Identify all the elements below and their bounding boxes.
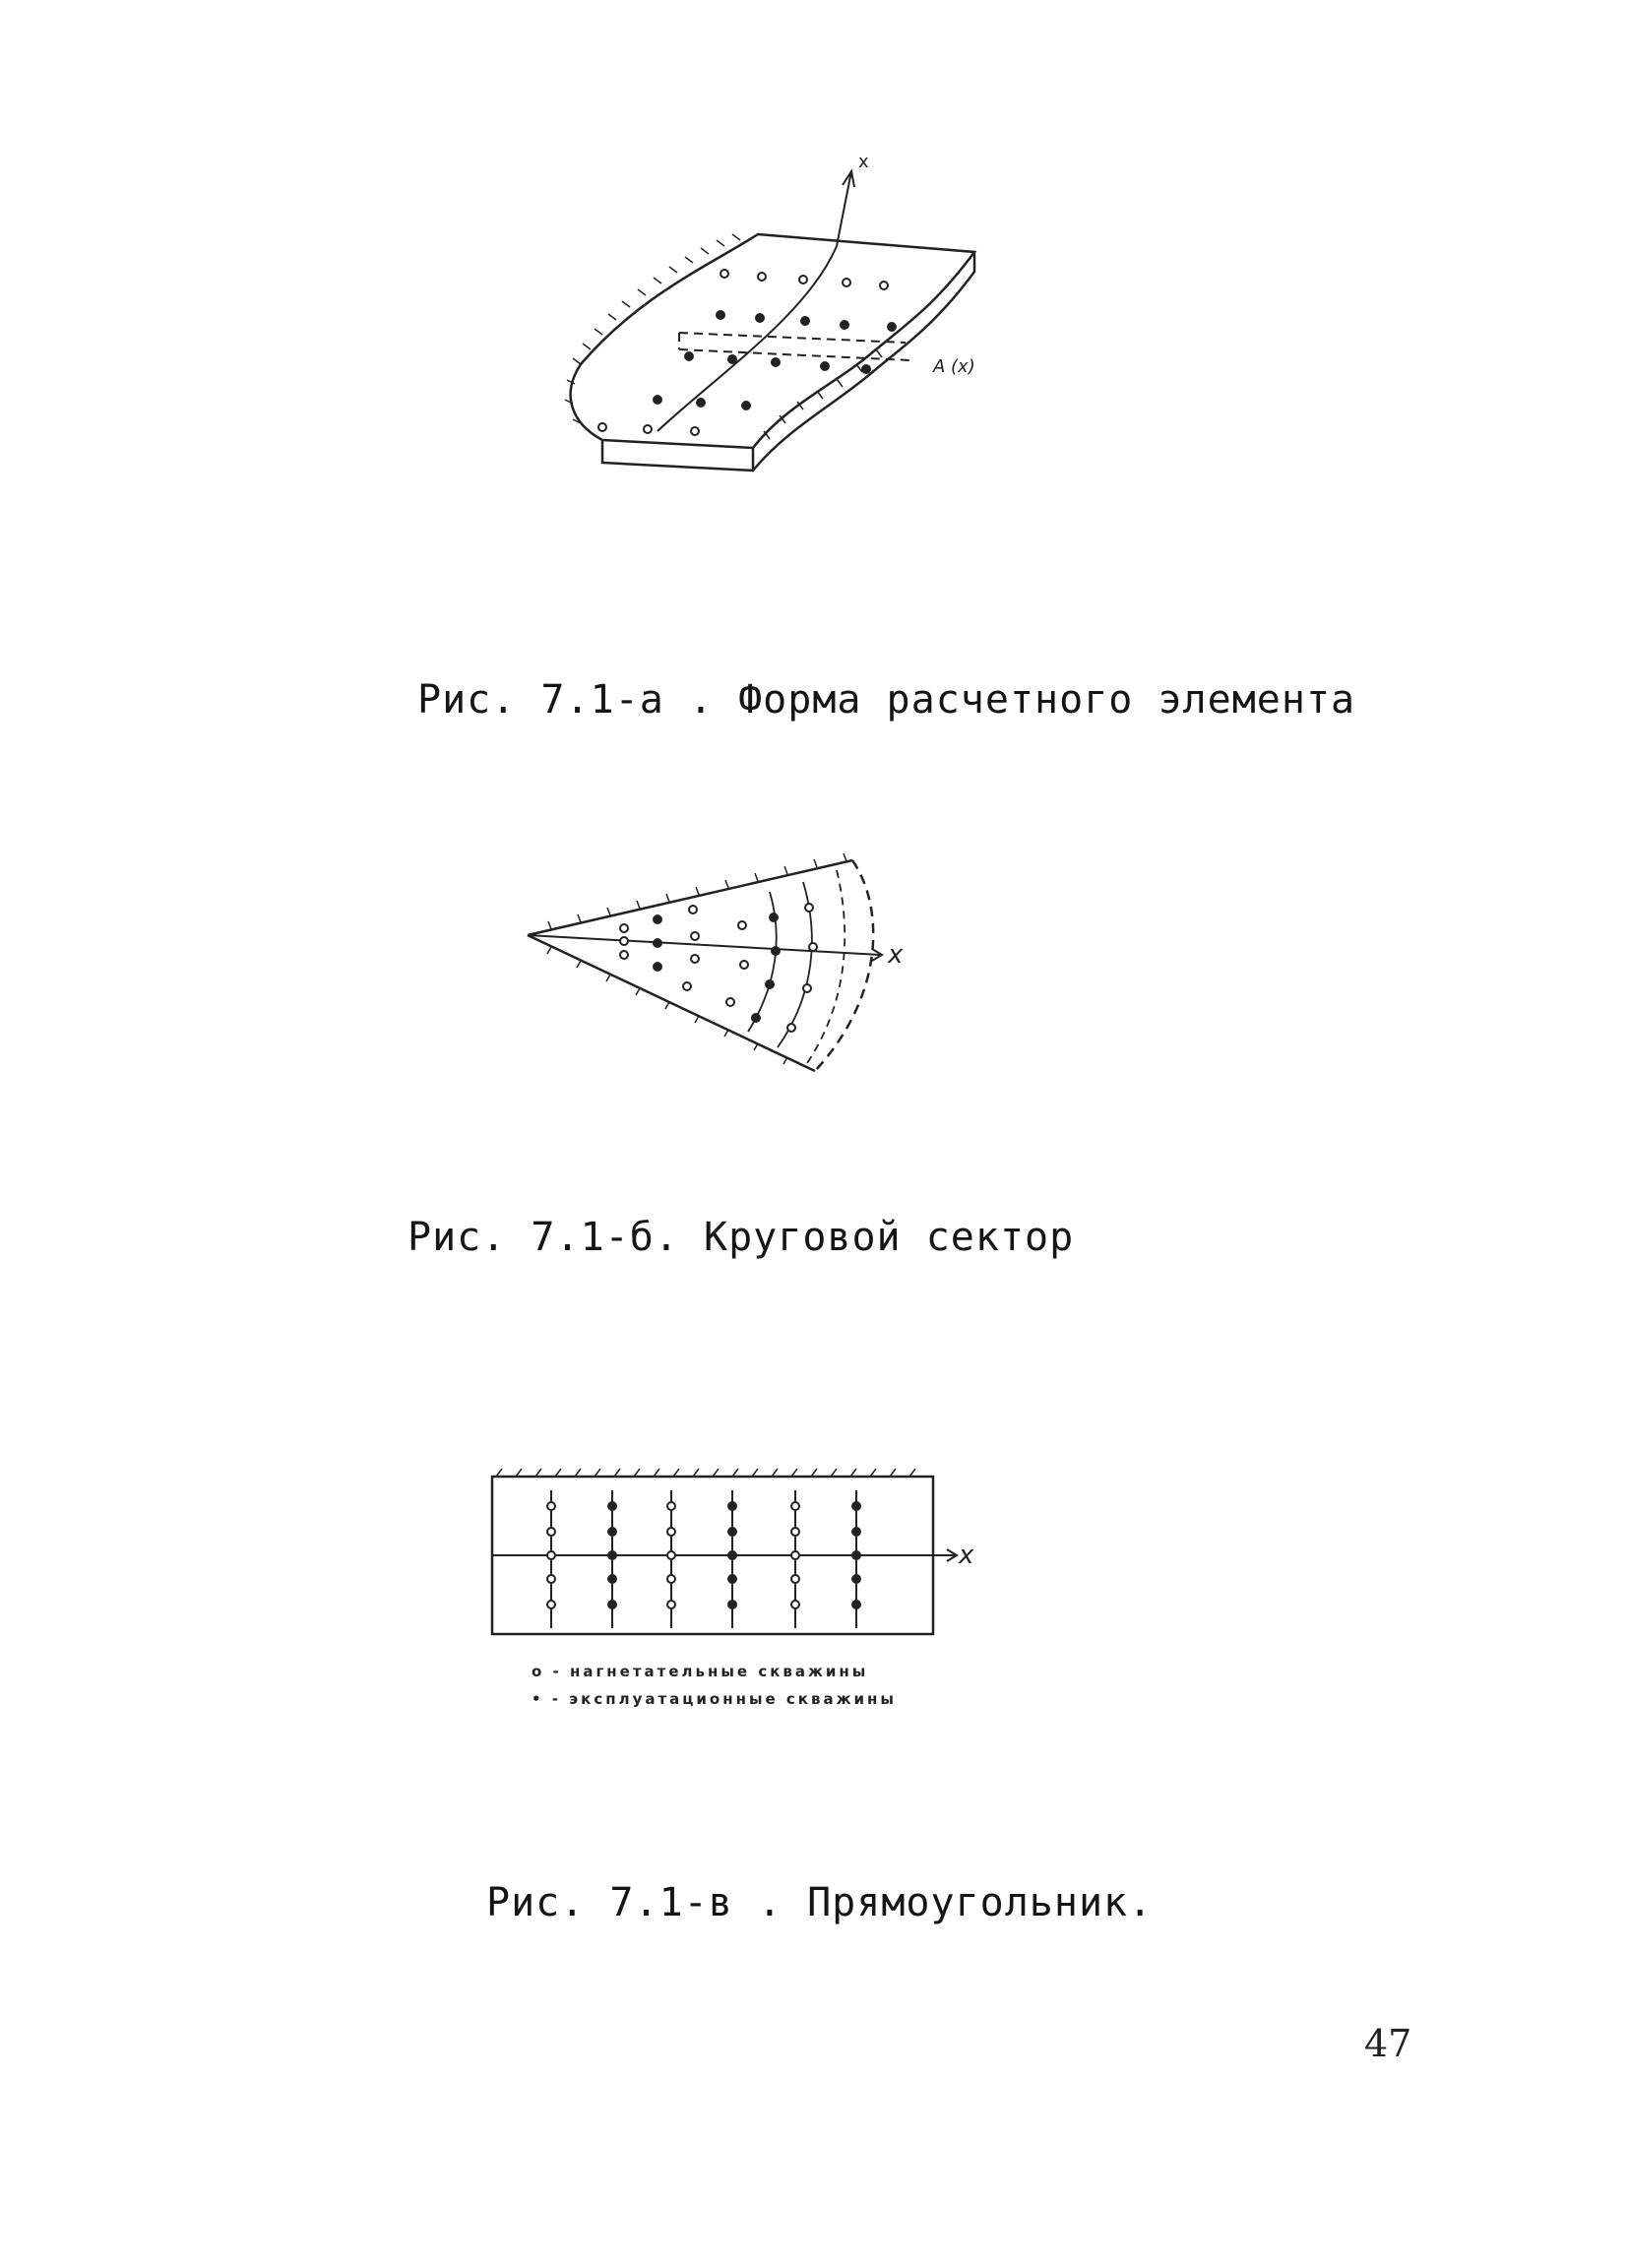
well-legend: [532, 1658, 897, 1713]
legend-injection-wells: о - нагнетательные скважины: [532, 1663, 869, 1680]
page-number: 47: [1364, 2022, 1412, 2065]
injection-well-marker: [691, 932, 699, 940]
injection-well-marker: [799, 276, 807, 284]
injection-well-marker: [667, 1502, 675, 1510]
injection-well-marker: [880, 282, 888, 289]
production-well-marker: [862, 365, 870, 373]
figure-caption-7-1-b: Рис. 7.1-б. Круговой сектор: [407, 1215, 1075, 1260]
injection-well-marker: [683, 982, 691, 990]
injection-well-marker: [547, 1575, 555, 1583]
injection-well-marker: [667, 1551, 675, 1559]
figure-rectangle: [488, 1461, 1020, 1658]
injection-well-marker: [738, 921, 746, 929]
production-well-marker: [852, 1502, 860, 1510]
point-label-a-x: A (x): [933, 356, 975, 377]
production-well-marker: [717, 311, 724, 319]
well-row-lines: [551, 1490, 856, 1628]
figure-circular-sector: [512, 827, 984, 1083]
injection-well-marker: [620, 924, 628, 932]
production-well-marker: [852, 1551, 860, 1559]
injection-well-marker: [547, 1528, 555, 1536]
production-well-marker: [654, 915, 661, 923]
production-well-marker: [841, 321, 848, 329]
injection-well-marker: [667, 1601, 675, 1608]
production-well-marker: [821, 362, 829, 370]
production-well-marker: [770, 914, 778, 921]
axis-label-x: x: [858, 152, 869, 172]
production-well-marker: [728, 355, 736, 363]
injection-well-marker: [667, 1575, 675, 1583]
injection-well-marker: [805, 904, 813, 912]
x-axis-curve: [657, 171, 851, 431]
production-well-marker: [772, 947, 780, 955]
figure-caption-7-1-a: Рис. 7.1-а . Форма расчетного элемента: [417, 677, 1356, 723]
figure-calculation-element: [551, 152, 1024, 551]
production-well-marker: [608, 1551, 616, 1559]
slab-top-face: [571, 234, 974, 448]
sector-upper-edge: [528, 860, 852, 935]
production-well-marker: [654, 396, 661, 404]
production-well-marker: [608, 1575, 616, 1583]
injection-well-marker: [691, 955, 699, 963]
production-well-marker: [742, 402, 750, 410]
injection-well-marker: [791, 1551, 799, 1559]
injection-well-marker: [547, 1551, 555, 1559]
injection-well-marker: [598, 423, 606, 431]
injection-well-marker: [803, 984, 811, 992]
production-well-marker: [654, 963, 661, 971]
injection-well-marker: [667, 1528, 675, 1536]
production-well-marker: [728, 1551, 736, 1559]
circular-sector-drawing: [512, 827, 984, 1083]
injection-well-marker: [726, 998, 734, 1006]
sector-outer-arc: [815, 860, 873, 1071]
well-row-arc: [807, 870, 845, 1063]
injection-well-marker: [791, 1502, 799, 1510]
production-well-marker: [728, 1528, 736, 1536]
production-well-marker: [654, 939, 661, 947]
injection-well-marker: [720, 270, 728, 278]
left-boundary-hatching: [565, 234, 740, 423]
legend-production-wells: • - эксплуатационные скважины: [532, 1690, 897, 1708]
injection-well-marker: [547, 1502, 555, 1510]
production-well-marker: [852, 1528, 860, 1536]
production-well-marker: [772, 358, 780, 366]
injection-well-marker: [620, 937, 628, 945]
lower-edge-hatching: [547, 947, 787, 1064]
injection-well-marker: [787, 1024, 795, 1032]
production-well-marker: [697, 399, 705, 407]
production-well-marker: [685, 352, 693, 360]
production-well-marker: [752, 1014, 760, 1022]
injection-well-marker: [740, 961, 748, 969]
production-well-marker: [728, 1502, 736, 1510]
injection-well-marker: [547, 1601, 555, 1608]
injection-well-marker: [843, 279, 850, 286]
axis-label-x: x: [888, 940, 904, 970]
x-axis-line: [528, 935, 880, 955]
sector-lower-edge: [528, 935, 815, 1071]
production-well-marker: [766, 980, 774, 988]
production-well-marker: [608, 1502, 616, 1510]
production-well-marker: [608, 1601, 616, 1608]
injection-well-marker: [620, 951, 628, 959]
injection-well-marker: [791, 1528, 799, 1536]
injection-well-marker: [758, 273, 766, 281]
injection-well-marker: [644, 425, 652, 433]
axis-label-x: x: [959, 1541, 974, 1570]
production-well-marker: [756, 314, 764, 322]
injection-well-marker: [809, 943, 817, 951]
injection-well-marker: [791, 1601, 799, 1608]
injection-well-marker: [691, 427, 699, 435]
production-well-marker: [852, 1575, 860, 1583]
figure-caption-7-1-v: Рис. 7.1-в . Прямоугольник.: [486, 1880, 1154, 1925]
calculation-element-drawing: [551, 152, 1024, 551]
rectangle-drawing: [488, 1461, 1020, 1658]
production-well-marker: [888, 323, 896, 331]
production-well-marker: [608, 1528, 616, 1536]
production-well-marker: [728, 1601, 736, 1608]
upper-edge-hatching: [548, 853, 846, 929]
cross-section-dashed: [679, 333, 910, 360]
injection-well-marker: [791, 1575, 799, 1583]
production-well-marker: [852, 1601, 860, 1608]
production-well-marker: [801, 317, 809, 325]
production-well-marker: [728, 1575, 736, 1583]
injection-well-marker: [689, 906, 697, 914]
